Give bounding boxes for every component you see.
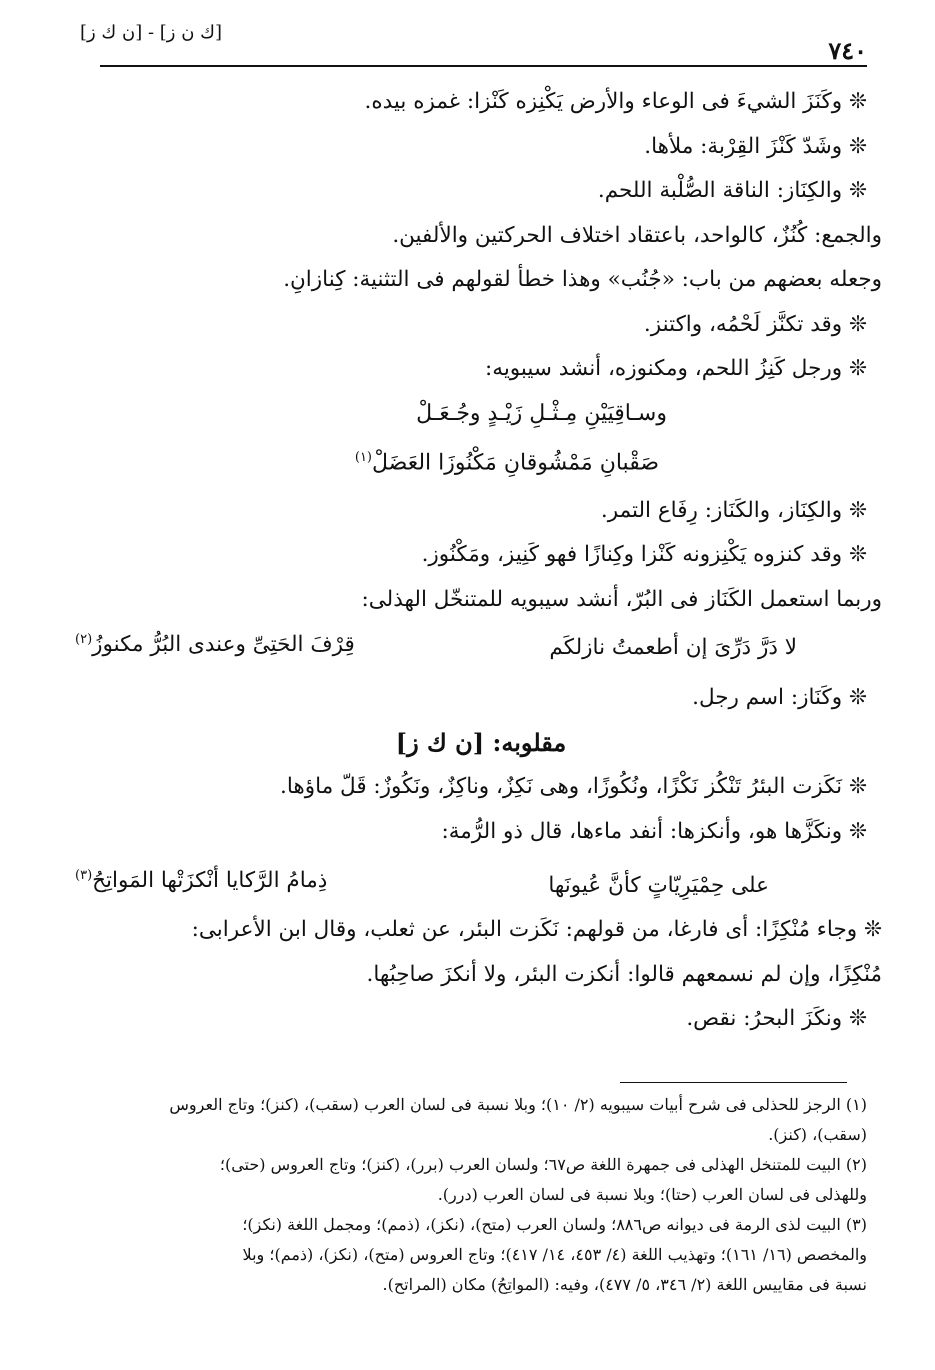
footnote-line: (٢) البيت للمتنخل الهذلى فى جمهرة اللغة ص٦٧؛ ولسان العرب (برر)، (كنز)؛ وتاج العروس (حتى)؛ bbox=[219, 1155, 867, 1174]
text-line: ❊ نَكَزت البئرُ تَنْكُز نَكْزًا، ونُكُوزًا، وهى نَكِزٌ، وناكِزٌ، ونَكُوزٌ: قَلّ ماؤها. bbox=[280, 774, 867, 799]
verse-text: ذِمامُ الرَّكايا أنْكزَتْها المَواتِحُ bbox=[92, 868, 328, 894]
verse-hemistich-first: على حِمْيَرِيّاتٍ كأنَّ عُيونَها bbox=[548, 873, 769, 898]
verse-hemistich-first: لا دَرَّ دَرِّىَ إن أطعمتُ نازلكَم bbox=[549, 635, 797, 660]
footnote-line: نسبة فى مقاييس اللغة (٢/ ٣٤٦، ٥/ ٤٧٧)، وفيه: (المواتِحُ) مكان (المراتح). bbox=[382, 1275, 867, 1294]
footnote-line: وللهذلى فى لسان العرب (حتا)؛ وبلا نسبة فى لسان العرب (درر). bbox=[437, 1185, 867, 1204]
verse-text: قِرْفَ الحَتِىِّ وعندى البُرُّ مكنوزُ bbox=[92, 632, 355, 658]
page-header bbox=[80, 18, 867, 64]
text-line: ❊ وجاء مُنْكِزًا: أى فارغا، من قولهم: نَكَزت البئر، عن ثعلب، وقال ابن الأعرابى: bbox=[191, 917, 882, 942]
verse-text: صَقْبانِ مَمْشُوقانِ مَكْنُوزَا العَضَلْ bbox=[372, 450, 659, 476]
root-label: [ك ن ز] - [ن ك ز] bbox=[80, 22, 222, 43]
text-line: والجمع: كُنُزٌ، كالواحد، باعتقاد اختلاف الحركتين والألفين. bbox=[392, 222, 882, 248]
verse-text: وسـاقِيَيْنِ مِـثْـلِ زَيْـدٍ وجُـعَـلْ bbox=[416, 400, 667, 426]
text-line: ❊ والكِنَاز: الناقة الصُّلْبة اللحم. bbox=[597, 178, 867, 203]
text-line: ❊ وكَنَزَ الشيءَ فى الوعاء والأرض يَكْنِزه كَنْزا: غمزه بيده. bbox=[364, 89, 867, 114]
text-line: وجعله بعضهم من باب: «جُنُب» وهذا خطأ لقولهم فى التثنية: كِنازانِ. bbox=[283, 267, 882, 292]
text-line: ❊ ونكَزَ البحرُ: نقص. bbox=[686, 1006, 867, 1031]
page-number: ٧٤٠ bbox=[828, 36, 867, 65]
text-line: ❊ وقد كنزوه يَكْنِزونه كَنْزا وكِنازًا فهو كَنِيز، ومَكْنُوز. bbox=[421, 542, 867, 567]
footnotes bbox=[78, 1090, 867, 1300]
text-line: ❊ وشَدّ كَنْزَ القِرْبة: ملأها. bbox=[644, 133, 867, 159]
text-line: ❊ ونكَزَّها هو، وأنكزها: أنفد ماءها، قال ذو الرُّمة: bbox=[441, 818, 867, 844]
entry-body bbox=[75, 80, 882, 1042]
spacer bbox=[85, 481, 867, 489]
footnote-marker: (١) bbox=[354, 450, 372, 465]
text-line: وربما استعمل الكَنَاز فى البُرّ، أنشد سيبويه للمتنخّل الهذلى: bbox=[361, 586, 882, 612]
footnote-marker: (٣) bbox=[75, 868, 93, 883]
verse-line bbox=[85, 392, 867, 437]
verse-hemistich-second bbox=[75, 618, 355, 668]
footnote-line: (١) الرجز للحذلى فى شرح أبيات سيبويه (٢/ ١٠)؛ وبلا نسبة فى لسان العرب (سقب)، (كنز)؛ وتاج العروس bbox=[169, 1095, 867, 1114]
footnote-line: (سقب)، (كنز). bbox=[768, 1125, 867, 1144]
text-line: ❊ وكَنَاز: اسم رجل. bbox=[692, 685, 867, 710]
section-title: مقلوبه: [ن ك ز] bbox=[395, 727, 567, 757]
verse-couplet bbox=[75, 622, 867, 676]
footnote-line: والمخصص (١٦/ ١٦١)؛ وتهذيب اللغة (٤/ ٤٥٣، ١٤/ ٤١٧)؛ وتاج العروس (متح)، (نكز)، (ذمم)؛ وبلا bbox=[242, 1245, 867, 1264]
footnote-rule bbox=[620, 1082, 847, 1083]
verse-line bbox=[85, 436, 867, 481]
footnote-line: (٣) البيت لذى الرمة فى ديوانه ص٨٨٦؛ ولسان العرب (متح)، (نكز)، (ذمم)؛ ومجمل اللغة (نكز)؛ bbox=[242, 1215, 867, 1234]
text-line: ❊ والكِنَاز، والكَنَاز: رِفَاع التمر. bbox=[600, 497, 867, 523]
text-line: مُنْكِزًا، وإن لم نسمعهم قالوا: أنكزت البئر، ولا أنكزَ صاحِبُها. bbox=[366, 961, 882, 987]
text-line: ❊ وقد تكنَّز لَحْمُه، واكتنز. bbox=[643, 311, 867, 337]
verse-couplet bbox=[75, 854, 867, 908]
header-rule bbox=[100, 65, 867, 67]
footnote-marker: (٢) bbox=[75, 632, 93, 647]
verse-hemistich-second bbox=[75, 854, 327, 904]
text-line: ❊ ورجل كَنِزُ اللحم، ومكنوزه، أنشد سيبويه: bbox=[485, 356, 867, 381]
